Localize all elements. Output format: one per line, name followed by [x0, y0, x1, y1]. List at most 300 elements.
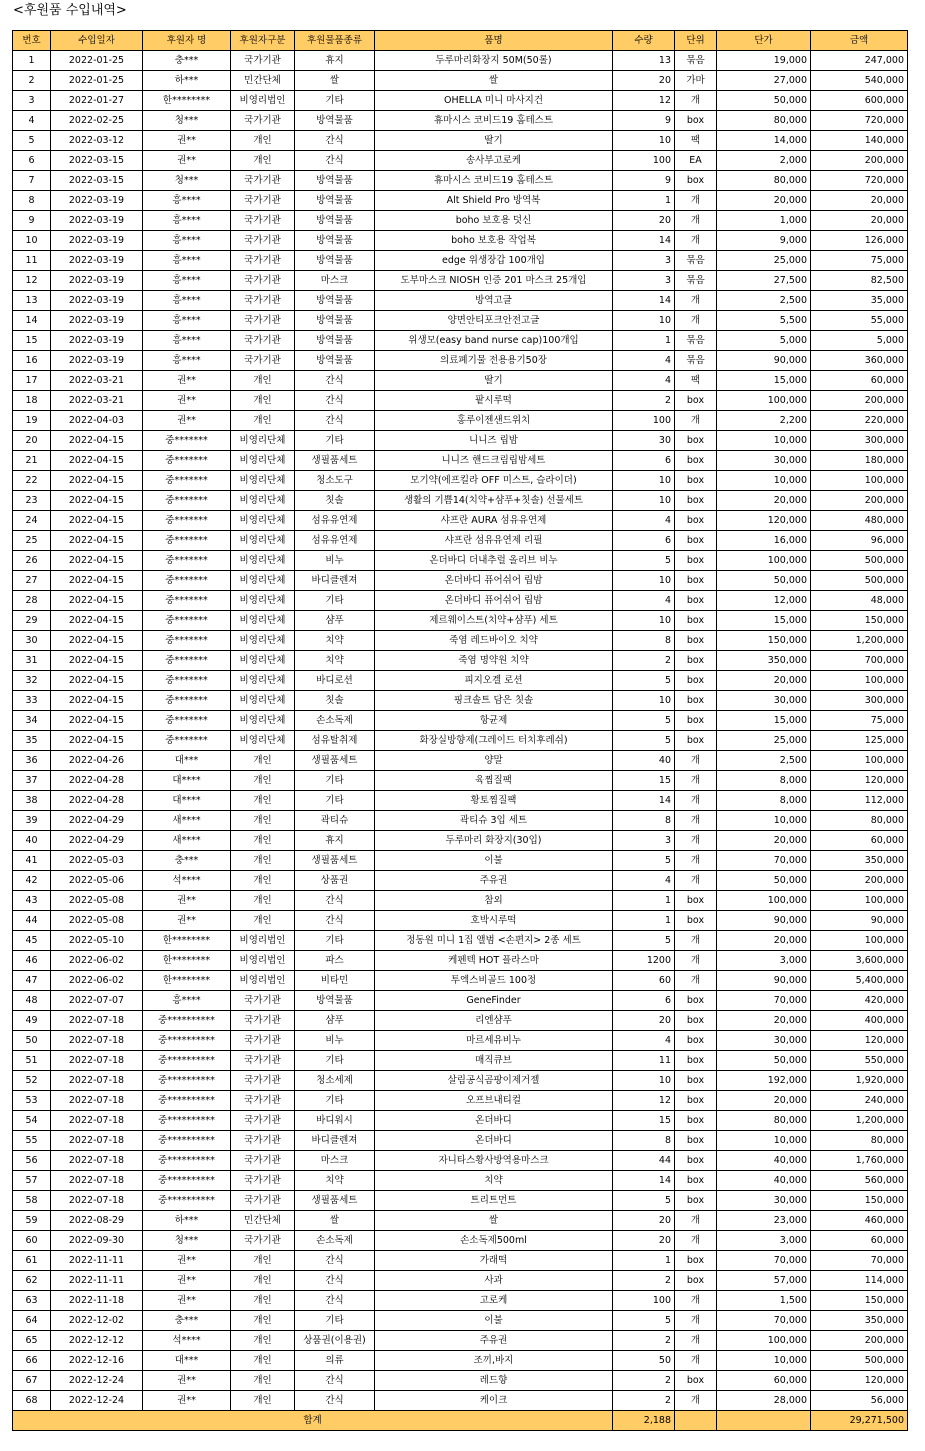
cell-item-name: 제르웨이스트(치약+샴푸) 세트 — [375, 611, 613, 631]
cell-amount: 1,760,000 — [811, 1151, 908, 1171]
cell-donor: 충*** — [143, 851, 231, 871]
donation-table — [12, 30, 908, 1431]
cell-item-type: 간식 — [295, 1371, 375, 1391]
cell-amount: 126,000 — [811, 231, 908, 251]
cell-item-type: 바디로션 — [295, 671, 375, 691]
cell-donor-type: 개인 — [231, 871, 295, 891]
cell-donor-type: 개인 — [231, 1371, 295, 1391]
cell-item-type: 간식 — [295, 1291, 375, 1311]
cell-unit: box — [675, 1191, 717, 1211]
cell-quantity: 14 — [613, 1171, 675, 1191]
table-row — [13, 791, 908, 811]
cell-donor: 흥**** — [143, 331, 231, 351]
table-row — [13, 71, 908, 91]
cell-item-name: boho 보호용 작업복 — [375, 231, 613, 251]
table-row — [13, 191, 908, 211]
cell-donor-type: 개인 — [231, 411, 295, 431]
cell-quantity: 11 — [613, 1051, 675, 1071]
cell-quantity: 2 — [613, 1371, 675, 1391]
cell-date: 2022-11-18 — [51, 1291, 143, 1311]
cell-no: 64 — [13, 1311, 51, 1331]
cell-item-name: 핑크솔트 담은 칫솔 — [375, 691, 613, 711]
cell-donor: 흥**** — [143, 291, 231, 311]
cell-donor-type: 비영리단체 — [231, 711, 295, 731]
cell-item-name: 생활의 기쁨14(치약+샴푸+칫솔) 선물세트 — [375, 491, 613, 511]
cell-amount: 720,000 — [811, 171, 908, 191]
header-donor: 후원자 명 — [143, 31, 231, 51]
cell-unit: 개 — [675, 831, 717, 851]
table-row — [13, 971, 908, 991]
cell-quantity: 8 — [613, 631, 675, 651]
cell-donor: 청*** — [143, 1231, 231, 1251]
cell-item-type: 치약 — [295, 651, 375, 671]
cell-quantity: 1 — [613, 191, 675, 211]
cell-item-type: 생필품세트 — [295, 851, 375, 871]
cell-unit: box — [675, 491, 717, 511]
cell-donor-type: 개인 — [231, 751, 295, 771]
table-row — [13, 1151, 908, 1171]
cell-amount: 114,000 — [811, 1271, 908, 1291]
cell-donor-type: 비영리단체 — [231, 451, 295, 471]
cell-quantity: 5 — [613, 931, 675, 951]
cell-donor-type: 개인 — [231, 151, 295, 171]
cell-item-name: 쌀 — [375, 71, 613, 91]
cell-item-type: 간식 — [295, 411, 375, 431]
cell-unit-price: 50,000 — [717, 571, 811, 591]
cell-donor-type: 비영리법인 — [231, 971, 295, 991]
cell-unit: box — [675, 1111, 717, 1131]
cell-date: 2022-05-10 — [51, 931, 143, 951]
cell-unit-price: 5,000 — [717, 331, 811, 351]
cell-item-name: 케펜텍 HOT 플라스마 — [375, 951, 613, 971]
cell-no: 56 — [13, 1151, 51, 1171]
table-row — [13, 51, 908, 71]
table-row — [13, 991, 908, 1011]
table-row — [13, 1191, 908, 1211]
cell-donor-type: 비영리단체 — [231, 551, 295, 571]
cell-donor-type: 국가기관 — [231, 1151, 295, 1171]
cell-donor-type: 비영리법인 — [231, 91, 295, 111]
cell-amount: 120,000 — [811, 771, 908, 791]
cell-amount: 60,000 — [811, 1231, 908, 1251]
cell-amount: 5,400,000 — [811, 971, 908, 991]
cell-donor-type: 개인 — [231, 911, 295, 931]
cell-unit: 개 — [675, 1391, 717, 1411]
cell-date: 2022-07-18 — [51, 1151, 143, 1171]
cell-amount: 20,000 — [811, 211, 908, 231]
cell-item-type: 간식 — [295, 391, 375, 411]
page-title: <후원품 수입내역> — [13, 3, 127, 18]
cell-quantity: 6 — [613, 991, 675, 1011]
table-row — [13, 451, 908, 471]
cell-unit-price: 70,000 — [717, 1251, 811, 1271]
cell-donor-type: 국가기관 — [231, 231, 295, 251]
cell-unit-price: 5,500 — [717, 311, 811, 331]
cell-item-type: 바디워시 — [295, 1111, 375, 1131]
cell-donor: 흥**** — [143, 231, 231, 251]
cell-item-name: 니니즈 립밤 — [375, 431, 613, 451]
cell-date: 2022-07-18 — [51, 1071, 143, 1091]
cell-donor: 중******* — [143, 511, 231, 531]
cell-item-type: 간식 — [295, 371, 375, 391]
cell-item-name: 투엑스비골드 100정 — [375, 971, 613, 991]
cell-quantity: 10 — [613, 1071, 675, 1091]
cell-date: 2022-01-27 — [51, 91, 143, 111]
cell-donor: 중********** — [143, 1011, 231, 1031]
cell-unit-price: 27,500 — [717, 271, 811, 291]
cell-date: 2022-04-15 — [51, 691, 143, 711]
cell-item-type: 의류 — [295, 1351, 375, 1371]
cell-item-type: 방역물품 — [295, 311, 375, 331]
cell-date: 2022-09-30 — [51, 1231, 143, 1251]
cell-quantity: 3 — [613, 271, 675, 291]
cell-unit-price: 8,000 — [717, 791, 811, 811]
cell-no: 23 — [13, 491, 51, 511]
cell-item-name: 주유권 — [375, 1331, 613, 1351]
cell-no: 61 — [13, 1251, 51, 1271]
cell-amount: 350,000 — [811, 851, 908, 871]
cell-date: 2022-04-15 — [51, 591, 143, 611]
cell-unit-price: 20,000 — [717, 491, 811, 511]
cell-donor-type: 비영리단체 — [231, 571, 295, 591]
table-row — [13, 1051, 908, 1071]
total-amount: 29,271,500 — [811, 1411, 908, 1431]
cell-unit-price: 50,000 — [717, 1051, 811, 1071]
cell-item-name: 케이크 — [375, 1391, 613, 1411]
table-row — [13, 491, 908, 511]
cell-date: 2022-02-25 — [51, 111, 143, 131]
cell-no: 12 — [13, 271, 51, 291]
cell-amount: 200,000 — [811, 871, 908, 891]
cell-quantity: 2 — [613, 651, 675, 671]
cell-amount: 100,000 — [811, 671, 908, 691]
cell-donor-type: 국가기관 — [231, 1091, 295, 1111]
cell-no: 20 — [13, 431, 51, 451]
cell-item-type: 방역물품 — [295, 251, 375, 271]
cell-quantity: 5 — [613, 1311, 675, 1331]
cell-donor: 중******* — [143, 471, 231, 491]
cell-donor-type: 국가기관 — [231, 1011, 295, 1031]
cell-amount: 70,000 — [811, 1251, 908, 1271]
cell-unit: box — [675, 731, 717, 751]
cell-unit-price: 15,000 — [717, 611, 811, 631]
cell-donor: 흥**** — [143, 211, 231, 231]
cell-item-type: 간식 — [295, 131, 375, 151]
cell-unit-price: 9,000 — [717, 231, 811, 251]
cell-no: 67 — [13, 1371, 51, 1391]
cell-quantity: 5 — [613, 671, 675, 691]
cell-donor: 석**** — [143, 871, 231, 891]
cell-unit: 개 — [675, 291, 717, 311]
table-row — [13, 151, 908, 171]
header-item-type: 후원물품종류 — [295, 31, 375, 51]
cell-donor: 중******* — [143, 711, 231, 731]
cell-donor-type: 비영리법인 — [231, 951, 295, 971]
table-row — [13, 511, 908, 531]
cell-amount: 200,000 — [811, 491, 908, 511]
cell-date: 2022-07-18 — [51, 1111, 143, 1131]
cell-item-type: 바디클렌져 — [295, 1131, 375, 1151]
cell-date: 2022-03-21 — [51, 391, 143, 411]
cell-amount: 500,000 — [811, 571, 908, 591]
cell-unit: box — [675, 1051, 717, 1071]
table-row — [13, 411, 908, 431]
cell-item-type: 간식 — [295, 1251, 375, 1271]
cell-quantity: 12 — [613, 91, 675, 111]
cell-item-type: 휴지 — [295, 831, 375, 851]
cell-no: 44 — [13, 911, 51, 931]
cell-item-type: 기타 — [295, 91, 375, 111]
cell-amount: 480,000 — [811, 511, 908, 531]
cell-item-type: 손소독제 — [295, 1231, 375, 1251]
cell-unit: 묶음 — [675, 51, 717, 71]
cell-unit: box — [675, 591, 717, 611]
cell-quantity: 5 — [613, 1191, 675, 1211]
table-row — [13, 871, 908, 891]
cell-item-name: 손소독제500ml — [375, 1231, 613, 1251]
cell-quantity: 10 — [613, 611, 675, 631]
cell-quantity: 1 — [613, 911, 675, 931]
cell-date: 2022-05-08 — [51, 891, 143, 911]
cell-quantity: 3 — [613, 831, 675, 851]
table-row — [13, 1031, 908, 1051]
table-row — [13, 1011, 908, 1031]
cell-unit-price: 100,000 — [717, 1331, 811, 1351]
cell-no: 66 — [13, 1351, 51, 1371]
cell-quantity: 5 — [613, 551, 675, 571]
cell-item-name: 온더바디 더내추럴 올리브 비누 — [375, 551, 613, 571]
cell-no: 62 — [13, 1271, 51, 1291]
cell-unit-price: 10,000 — [717, 431, 811, 451]
cell-date: 2022-03-12 — [51, 131, 143, 151]
cell-unit: box — [675, 471, 717, 491]
cell-amount: 55,000 — [811, 311, 908, 331]
cell-item-name: 자니타스황사방역용마스크 — [375, 1151, 613, 1171]
cell-no: 40 — [13, 831, 51, 851]
cell-item-type: 기타 — [295, 931, 375, 951]
cell-item-name: 이불 — [375, 851, 613, 871]
cell-no: 36 — [13, 751, 51, 771]
cell-item-type: 비누 — [295, 551, 375, 571]
cell-no: 53 — [13, 1091, 51, 1111]
cell-donor: 새**** — [143, 831, 231, 851]
cell-unit-price: 100,000 — [717, 391, 811, 411]
cell-amount: 80,000 — [811, 1131, 908, 1151]
cell-unit-price: 20,000 — [717, 191, 811, 211]
header-no: 번호 — [13, 31, 51, 51]
cell-item-name: 죽염 명약원 치약 — [375, 651, 613, 671]
cell-amount: 5,000 — [811, 331, 908, 351]
table-row — [13, 471, 908, 491]
cell-unit-price: 10,000 — [717, 811, 811, 831]
cell-donor: 청*** — [143, 171, 231, 191]
cell-unit: EA — [675, 151, 717, 171]
cell-unit: box — [675, 891, 717, 911]
cell-amount: 550,000 — [811, 1051, 908, 1071]
cell-item-type: 방역물품 — [295, 351, 375, 371]
cell-unit-price: 70,000 — [717, 991, 811, 1011]
cell-item-name: 레드향 — [375, 1371, 613, 1391]
cell-unit: 개 — [675, 231, 717, 251]
table-row — [13, 1351, 908, 1371]
cell-item-type: 간식 — [295, 1271, 375, 1291]
cell-item-type: 곽티슈 — [295, 811, 375, 831]
cell-no: 30 — [13, 631, 51, 651]
cell-amount: 200,000 — [811, 1331, 908, 1351]
cell-amount: 700,000 — [811, 651, 908, 671]
cell-quantity: 10 — [613, 471, 675, 491]
cell-donor: 권** — [143, 1251, 231, 1271]
cell-item-type: 치약 — [295, 1171, 375, 1191]
cell-date: 2022-04-28 — [51, 791, 143, 811]
cell-amount: 500,000 — [811, 551, 908, 571]
cell-item-name: 온더바디 퓨어쉬어 립밤 — [375, 571, 613, 591]
cell-unit-price: 50,000 — [717, 91, 811, 111]
cell-quantity: 4 — [613, 511, 675, 531]
cell-item-type: 상품권(이용권) — [295, 1331, 375, 1351]
cell-quantity: 14 — [613, 291, 675, 311]
cell-donor-type: 국가기관 — [231, 211, 295, 231]
cell-donor-type: 민간단체 — [231, 1211, 295, 1231]
cell-donor: 흥**** — [143, 991, 231, 1011]
cell-item-name: 휴마시스 코비드19 홈테스트 — [375, 111, 613, 131]
cell-item-name: 니니즈 핸드크림립밤세트 — [375, 451, 613, 471]
cell-quantity: 2 — [613, 1331, 675, 1351]
cell-unit: 개 — [675, 951, 717, 971]
cell-amount: 300,000 — [811, 691, 908, 711]
cell-unit-price: 80,000 — [717, 171, 811, 191]
cell-unit: 개 — [675, 91, 717, 111]
cell-donor: 중******* — [143, 671, 231, 691]
table-row — [13, 731, 908, 751]
cell-item-type: 기타 — [295, 771, 375, 791]
cell-unit-price: 40,000 — [717, 1151, 811, 1171]
cell-item-type: 생필품세트 — [295, 751, 375, 771]
cell-unit: box — [675, 551, 717, 571]
cell-quantity: 60 — [613, 971, 675, 991]
cell-unit: 개 — [675, 931, 717, 951]
cell-date: 2022-07-18 — [51, 1051, 143, 1071]
cell-item-type: 마스크 — [295, 1151, 375, 1171]
cell-amount: 220,000 — [811, 411, 908, 431]
cell-donor: 중******* — [143, 731, 231, 751]
cell-donor: 중********** — [143, 1091, 231, 1111]
table-row — [13, 351, 908, 371]
cell-no: 48 — [13, 991, 51, 1011]
cell-unit: 개 — [675, 1351, 717, 1371]
cell-donor-type: 국가기관 — [231, 991, 295, 1011]
cell-item-name: 휴마시스 코비드19 홈테스트 — [375, 171, 613, 191]
table-row — [13, 1391, 908, 1411]
cell-item-type: 기타 — [295, 431, 375, 451]
cell-no: 11 — [13, 251, 51, 271]
cell-donor: 흥**** — [143, 351, 231, 371]
cell-quantity: 50 — [613, 1351, 675, 1371]
cell-donor-type: 국가기관 — [231, 271, 295, 291]
cell-item-name: 이불 — [375, 1311, 613, 1331]
cell-donor: 권** — [143, 151, 231, 171]
cell-item-name: Alt Shield Pro 방역복 — [375, 191, 613, 211]
cell-item-name: 사과 — [375, 1271, 613, 1291]
cell-unit: box — [675, 431, 717, 451]
cell-amount: 1,200,000 — [811, 631, 908, 651]
cell-item-type: 방역물품 — [295, 171, 375, 191]
cell-unit-price: 25,000 — [717, 731, 811, 751]
cell-no: 42 — [13, 871, 51, 891]
cell-date: 2022-04-29 — [51, 831, 143, 851]
cell-amount: 150,000 — [811, 1191, 908, 1211]
cell-donor: 중********** — [143, 1111, 231, 1131]
cell-amount: 500,000 — [811, 1351, 908, 1371]
cell-unit-price: 60,000 — [717, 1371, 811, 1391]
cell-item-name: 샤프란 섬유유연제 리필 — [375, 531, 613, 551]
cell-amount: 720,000 — [811, 111, 908, 131]
table-row — [13, 611, 908, 631]
cell-donor-type: 국가기관 — [231, 1031, 295, 1051]
cell-quantity: 44 — [613, 1151, 675, 1171]
cell-unit-price: 90,000 — [717, 971, 811, 991]
cell-unit-price: 23,000 — [717, 1211, 811, 1231]
cell-amount: 82,500 — [811, 271, 908, 291]
cell-date: 2022-12-24 — [51, 1391, 143, 1411]
cell-donor: 중********** — [143, 1131, 231, 1151]
cell-no: 1 — [13, 51, 51, 71]
cell-amount: 247,000 — [811, 51, 908, 71]
cell-unit-price: 57,000 — [717, 1271, 811, 1291]
cell-unit: box — [675, 571, 717, 591]
cell-donor-type: 국가기관 — [231, 1171, 295, 1191]
table-row — [13, 111, 908, 131]
cell-amount: 75,000 — [811, 711, 908, 731]
cell-date: 2022-07-07 — [51, 991, 143, 1011]
cell-unit-price: 20,000 — [717, 1091, 811, 1111]
cell-item-name: 호박시루떡 — [375, 911, 613, 931]
cell-item-name: 피지오겔 로션 — [375, 671, 613, 691]
cell-quantity: 20 — [613, 1231, 675, 1251]
header-quantity: 수량 — [613, 31, 675, 51]
cell-unit-price: 30,000 — [717, 451, 811, 471]
cell-donor: 권** — [143, 131, 231, 151]
cell-amount: 460,000 — [811, 1211, 908, 1231]
cell-date: 2022-03-19 — [51, 231, 143, 251]
cell-item-type: 생필품세트 — [295, 451, 375, 471]
cell-date: 2022-12-24 — [51, 1371, 143, 1391]
cell-unit-price: 70,000 — [717, 1311, 811, 1331]
cell-donor-type: 개인 — [231, 1251, 295, 1271]
cell-unit-price: 10,000 — [717, 1351, 811, 1371]
cell-unit-price: 30,000 — [717, 1031, 811, 1051]
cell-date: 2022-11-11 — [51, 1251, 143, 1271]
cell-unit-price: 1,000 — [717, 211, 811, 231]
cell-donor-type: 민간단체 — [231, 71, 295, 91]
cell-unit: 개 — [675, 211, 717, 231]
cell-date: 2022-06-02 — [51, 951, 143, 971]
cell-date: 2022-07-18 — [51, 1131, 143, 1151]
cell-unit: box — [675, 1131, 717, 1151]
cell-quantity: 20 — [613, 1211, 675, 1231]
cell-no: 22 — [13, 471, 51, 491]
cell-donor-type: 개인 — [231, 391, 295, 411]
cell-unit: box — [675, 1251, 717, 1271]
cell-quantity: 14 — [613, 231, 675, 251]
cell-donor-type: 개인 — [231, 831, 295, 851]
cell-unit-price: 2,500 — [717, 751, 811, 771]
cell-item-type: 비누 — [295, 1031, 375, 1051]
cell-unit-price: 20,000 — [717, 671, 811, 691]
cell-quantity: 13 — [613, 51, 675, 71]
table-row — [13, 271, 908, 291]
total-unit-empty — [675, 1411, 717, 1431]
